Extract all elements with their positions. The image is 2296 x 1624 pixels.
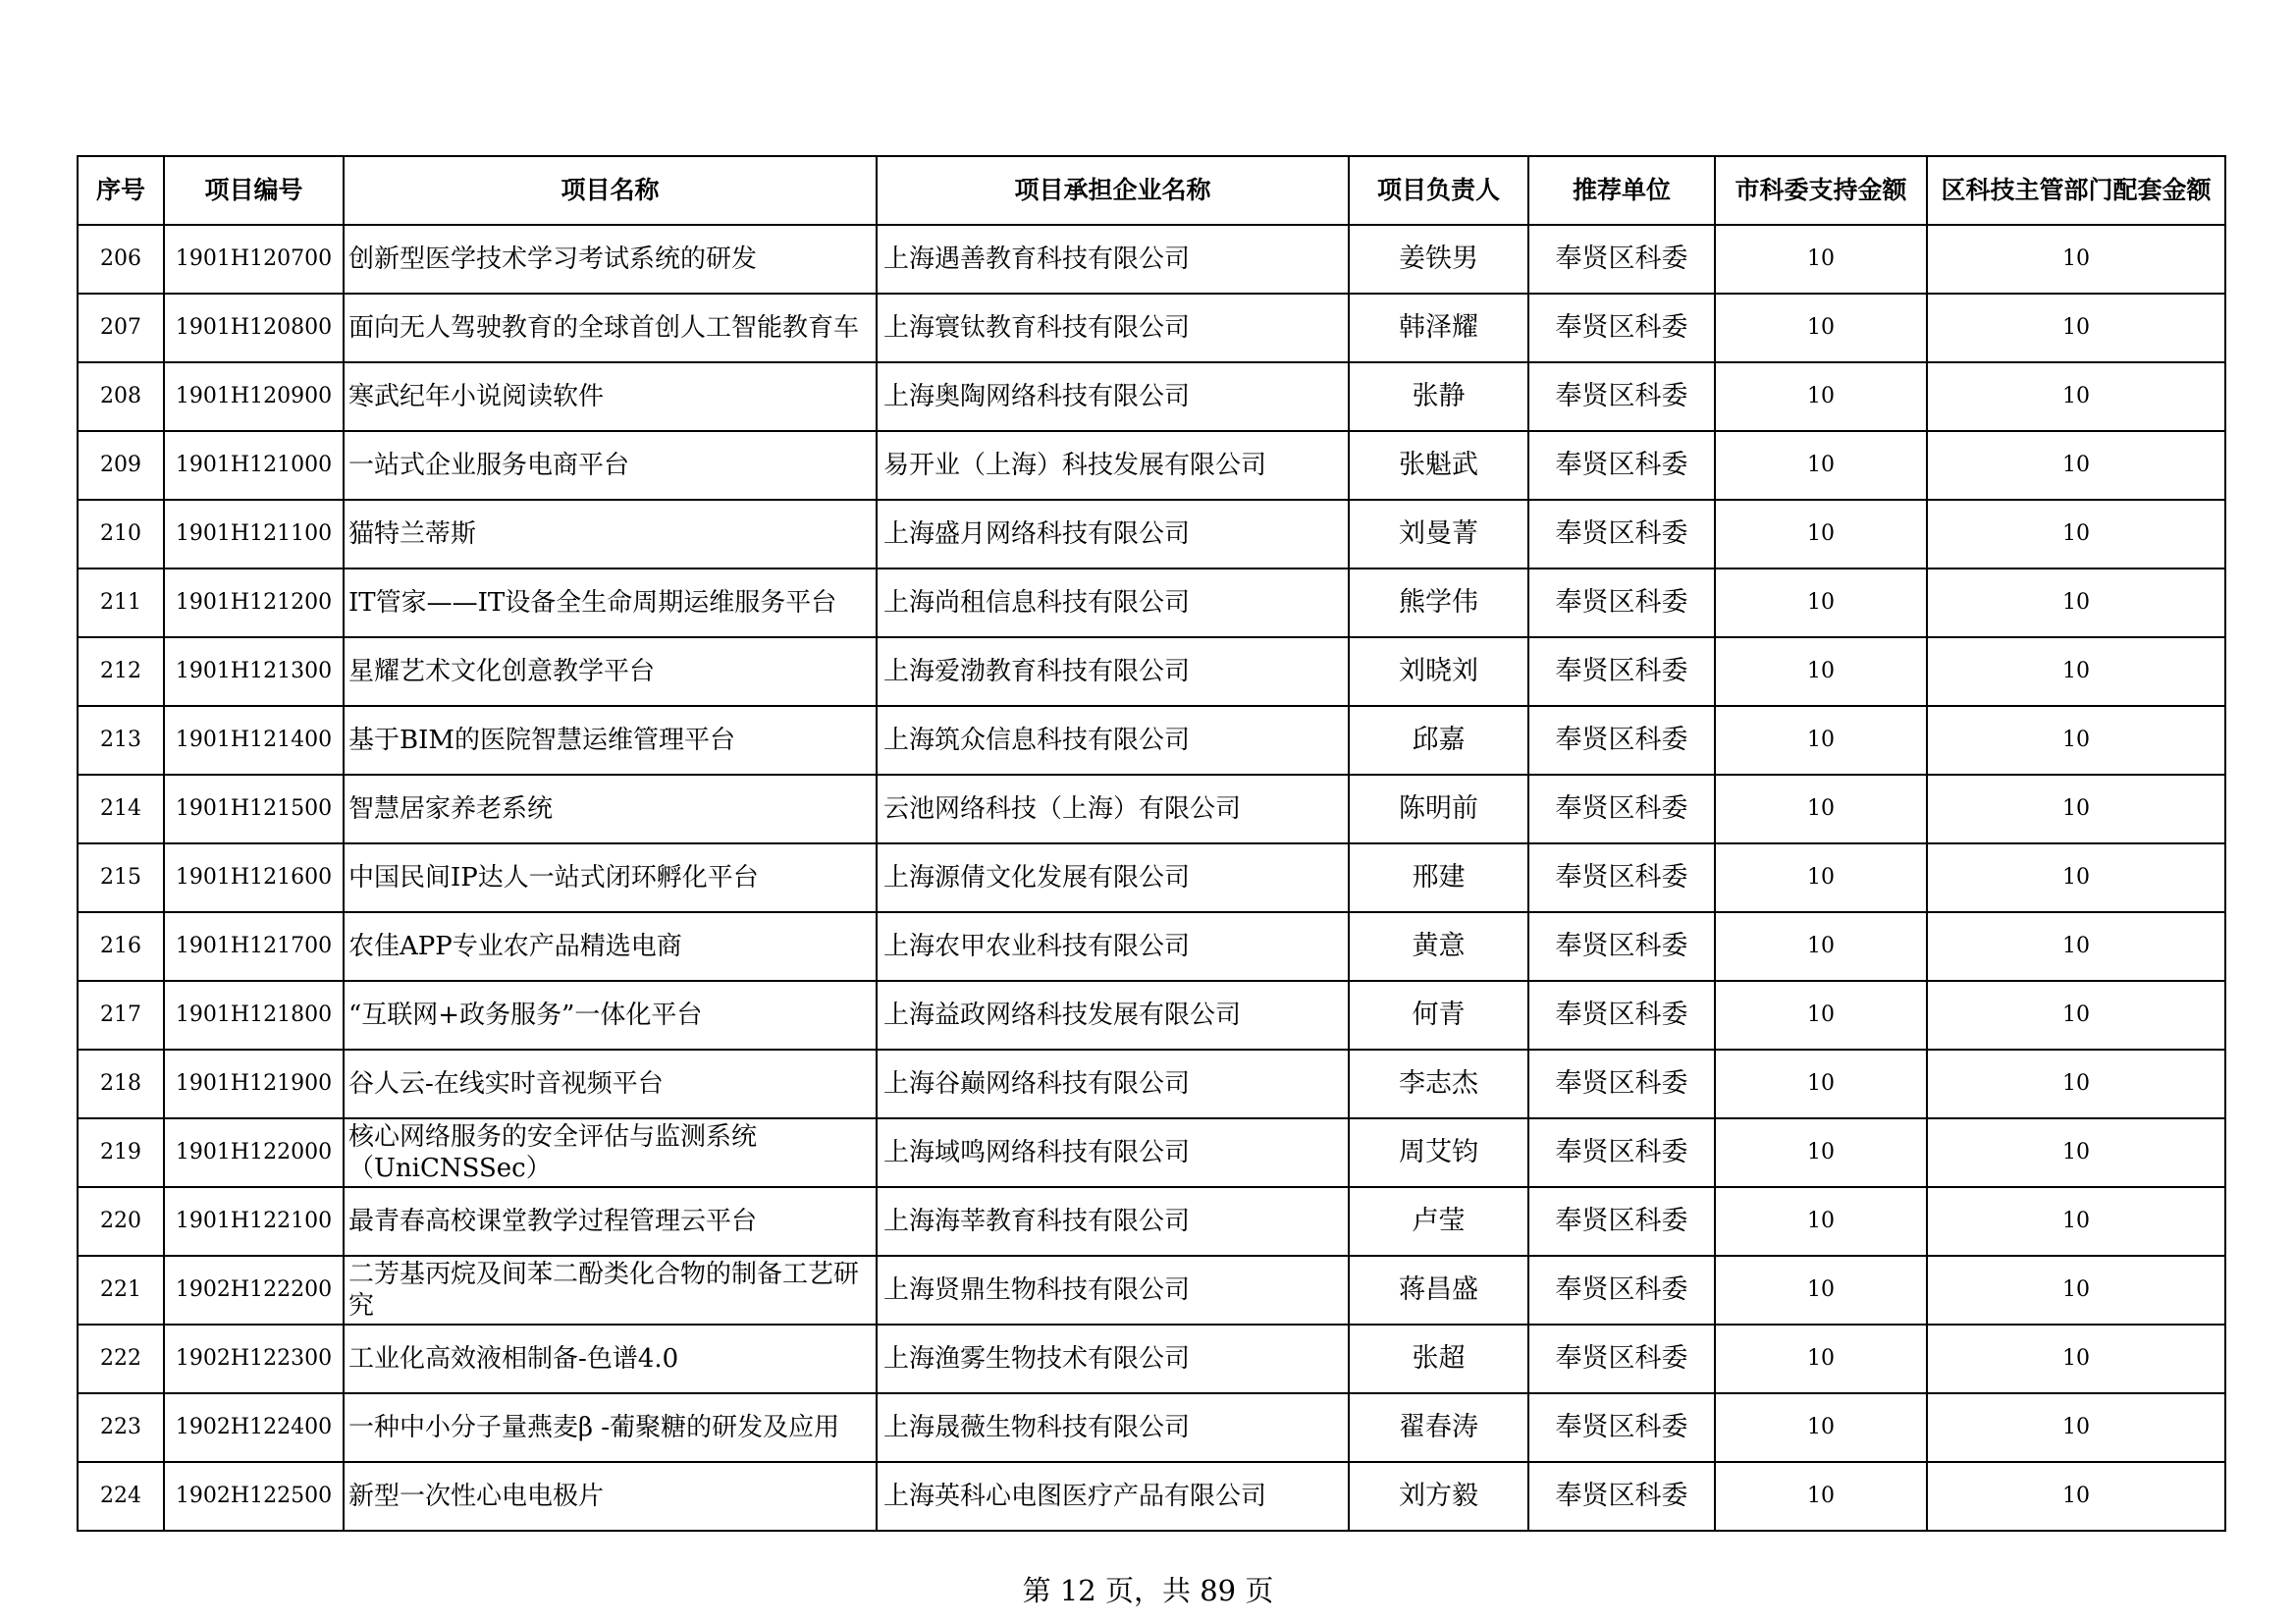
cell-city-funding: 10 [1715,431,1927,500]
cell-city-funding: 10 [1715,981,1927,1050]
cell-project-name: 谷人云-在线实时音视频平台 [344,1050,877,1118]
cell-company: 上海源倩文化发展有限公司 [877,843,1349,912]
cell-recommender: 奉贤区科委 [1528,981,1715,1050]
cell-project-code: 1901H121500 [164,775,344,843]
cell-leader: 刘晓刘 [1349,637,1528,706]
cell-company: 上海尚租信息科技有限公司 [877,568,1349,637]
cell-company: 上海海莘教育科技有限公司 [877,1187,1349,1256]
footer-middle: 页，共 [1104,1574,1191,1607]
cell-recommender: 奉贤区科委 [1528,294,1715,362]
cell-leader: 张超 [1349,1325,1528,1393]
cell-city-funding: 10 [1715,1393,1927,1462]
cell-index: 209 [78,431,164,500]
cell-project-name: 一站式企业服务电商平台 [344,431,877,500]
cell-project-code: 1902H122300 [164,1325,344,1393]
cell-project-name: 智慧居家养老系统 [344,775,877,843]
cell-city-funding: 10 [1715,225,1927,294]
cell-city-funding: 10 [1715,362,1927,431]
table-row [78,706,2225,775]
cell-company: 上海晟薇生物科技有限公司 [877,1393,1349,1462]
cell-district-funding: 10 [1927,362,2225,431]
cell-company: 上海贤鼎生物科技有限公司 [877,1256,1349,1325]
cell-index: 216 [78,912,164,981]
cell-project-code: 1901H121300 [164,637,344,706]
cell-project-name: “互联网+政务服务”一体化平台 [344,981,877,1050]
cell-district-funding: 10 [1927,431,2225,500]
cell-project-code: 1901H121000 [164,431,344,500]
cell-project-code: 1901H120800 [164,294,344,362]
cell-project-name: 农佳APP专业农产品精选电商 [344,912,877,981]
cell-leader: 邱嘉 [1349,706,1528,775]
cell-leader: 韩泽耀 [1349,294,1528,362]
cell-project-name: IT管家——IT设备全生命周期运维服务平台 [344,568,877,637]
cell-project-code: 1902H122400 [164,1393,344,1462]
table-row [78,500,2225,568]
footer-prefix: 第 [1022,1574,1051,1607]
table-row [78,1462,2225,1531]
cell-index: 222 [78,1325,164,1393]
table-row [78,225,2225,294]
cell-company: 上海英科心电图医疗产品有限公司 [877,1462,1349,1531]
cell-city-funding: 10 [1715,637,1927,706]
table-row [78,981,2225,1050]
cell-project-name: 二芳基丙烷及间苯二酚类化合物的制备工艺研究 [344,1256,877,1325]
cell-index: 224 [78,1462,164,1531]
cell-index: 211 [78,568,164,637]
table-row [78,1325,2225,1393]
cell-recommender: 奉贤区科委 [1528,1393,1715,1462]
table-row [78,1050,2225,1118]
cell-company: 上海爱渤教育科技有限公司 [877,637,1349,706]
header-row [78,156,2225,225]
cell-company: 云池网络科技（上海）有限公司 [877,775,1349,843]
footer-total-pages: 89 [1200,1574,1237,1607]
cell-project-code: 1901H121200 [164,568,344,637]
cell-recommender: 奉贤区科委 [1528,568,1715,637]
cell-district-funding: 10 [1927,775,2225,843]
cell-district-funding: 10 [1927,1050,2225,1118]
cell-company: 上海域鸣网络科技有限公司 [877,1118,1349,1187]
cell-project-name: 寒武纪年小说阅读软件 [344,362,877,431]
cell-index: 214 [78,775,164,843]
cell-district-funding: 10 [1927,706,2225,775]
cell-project-name: 最青春高校课堂教学过程管理云平台 [344,1187,877,1256]
cell-project-code: 1901H121400 [164,706,344,775]
cell-district-funding: 10 [1927,1325,2225,1393]
cell-city-funding: 10 [1715,1118,1927,1187]
cell-leader: 周艾钧 [1349,1118,1528,1187]
table-row [78,362,2225,431]
header-district-funding: 区科技主管部门配套金额 [1927,156,2225,225]
table-row [78,775,2225,843]
cell-project-code: 1901H121900 [164,1050,344,1118]
cell-index: 220 [78,1187,164,1256]
cell-index: 208 [78,362,164,431]
cell-city-funding: 10 [1715,500,1927,568]
cell-project-name: 中国民间IP达人一站式闭环孵化平台 [344,843,877,912]
cell-index: 206 [78,225,164,294]
cell-city-funding: 10 [1715,912,1927,981]
cell-index: 217 [78,981,164,1050]
table-row [78,1118,2225,1187]
cell-project-code: 1901H121700 [164,912,344,981]
cell-city-funding: 10 [1715,1462,1927,1531]
cell-company: 上海筑众信息科技有限公司 [877,706,1349,775]
header-project-name: 项目名称 [344,156,877,225]
table-row [78,294,2225,362]
footer-page-number: 12 [1059,1574,1096,1607]
table-row [78,912,2225,981]
cell-leader: 黄意 [1349,912,1528,981]
header-index: 序号 [78,156,164,225]
cell-project-code: 1901H120900 [164,362,344,431]
header-city-funding: 市科委支持金额 [1715,156,1927,225]
table-row [78,1393,2225,1462]
cell-district-funding: 10 [1927,981,2225,1050]
cell-district-funding: 10 [1927,1256,2225,1325]
cell-company: 上海寰钛教育科技有限公司 [877,294,1349,362]
cell-project-name: 一种中小分子量燕麦β -葡聚糖的研发及应用 [344,1393,877,1462]
cell-project-name: 基于BIM的医院智慧运维管理平台 [344,706,877,775]
table-body [78,225,2225,1531]
table-row [78,431,2225,500]
cell-recommender: 奉贤区科委 [1528,1462,1715,1531]
cell-company: 上海益政网络科技发展有限公司 [877,981,1349,1050]
cell-project-code: 1901H122100 [164,1187,344,1256]
cell-index: 221 [78,1256,164,1325]
cell-project-name: 星耀艺术文化创意教学平台 [344,637,877,706]
cell-project-name: 工业化高效液相制备-色谱4.0 [344,1325,877,1393]
cell-leader: 姜铁男 [1349,225,1528,294]
cell-district-funding: 10 [1927,568,2225,637]
cell-leader: 刘曼菁 [1349,500,1528,568]
cell-recommender: 奉贤区科委 [1528,1256,1715,1325]
table-row [78,568,2225,637]
cell-recommender: 奉贤区科委 [1528,225,1715,294]
cell-recommender: 奉贤区科委 [1528,1325,1715,1393]
cell-project-code: 1901H121600 [164,843,344,912]
cell-company: 上海遇善教育科技有限公司 [877,225,1349,294]
cell-district-funding: 10 [1927,637,2225,706]
cell-leader: 蒋昌盛 [1349,1256,1528,1325]
cell-leader: 李志杰 [1349,1050,1528,1118]
cell-district-funding: 10 [1927,500,2225,568]
cell-recommender: 奉贤区科委 [1528,1187,1715,1256]
header-project-code: 项目编号 [164,156,344,225]
cell-index: 210 [78,500,164,568]
page-footer [0,1569,2296,1609]
cell-project-code: 1901H120700 [164,225,344,294]
cell-leader: 熊学伟 [1349,568,1528,637]
cell-leader: 翟春涛 [1349,1393,1528,1462]
cell-district-funding: 10 [1927,225,2225,294]
cell-recommender: 奉贤区科委 [1528,1050,1715,1118]
cell-leader: 陈明前 [1349,775,1528,843]
cell-project-code: 1901H122000 [164,1118,344,1187]
cell-project-name: 新型一次性心电电极片 [344,1462,877,1531]
cell-recommender: 奉贤区科委 [1528,431,1715,500]
cell-city-funding: 10 [1715,568,1927,637]
cell-recommender: 奉贤区科委 [1528,500,1715,568]
cell-project-code: 1901H121800 [164,981,344,1050]
table-row [78,843,2225,912]
cell-project-name: 核心网络服务的安全评估与监测系统（UniCNSSec） [344,1118,877,1187]
header-leader: 项目负责人 [1349,156,1528,225]
cell-project-code: 1902H122500 [164,1462,344,1531]
cell-recommender: 奉贤区科委 [1528,775,1715,843]
cell-city-funding: 10 [1715,1325,1927,1393]
table-row [78,1187,2225,1256]
cell-district-funding: 10 [1927,912,2225,981]
cell-company: 上海盛月网络科技有限公司 [877,500,1349,568]
cell-district-funding: 10 [1927,1462,2225,1531]
footer-suffix: 页 [1245,1574,1274,1607]
cell-project-code: 1901H121100 [164,500,344,568]
cell-city-funding: 10 [1715,843,1927,912]
table-row [78,1256,2225,1325]
header-company: 项目承担企业名称 [877,156,1349,225]
cell-recommender: 奉贤区科委 [1528,843,1715,912]
cell-city-funding: 10 [1715,294,1927,362]
cell-recommender: 奉贤区科委 [1528,912,1715,981]
cell-recommender: 奉贤区科委 [1528,362,1715,431]
cell-city-funding: 10 [1715,775,1927,843]
cell-index: 219 [78,1118,164,1187]
cell-company: 易开业（上海）科技发展有限公司 [877,431,1349,500]
cell-district-funding: 10 [1927,1118,2225,1187]
cell-company: 上海谷巅网络科技有限公司 [877,1050,1349,1118]
cell-project-name: 猫特兰蒂斯 [344,500,877,568]
cell-index: 223 [78,1393,164,1462]
project-table [77,155,2226,1532]
header-recommender: 推荐单位 [1528,156,1715,225]
cell-leader: 张静 [1349,362,1528,431]
cell-leader: 刘方毅 [1349,1462,1528,1531]
cell-leader: 卢莹 [1349,1187,1528,1256]
cell-company: 上海农甲农业科技有限公司 [877,912,1349,981]
cell-city-funding: 10 [1715,1187,1927,1256]
cell-leader: 张魁武 [1349,431,1528,500]
cell-leader: 何青 [1349,981,1528,1050]
cell-index: 212 [78,637,164,706]
cell-index: 218 [78,1050,164,1118]
cell-project-name: 面向无人驾驶教育的全球首创人工智能教育车 [344,294,877,362]
cell-district-funding: 10 [1927,294,2225,362]
cell-recommender: 奉贤区科委 [1528,1118,1715,1187]
cell-district-funding: 10 [1927,1393,2225,1462]
cell-project-name: 创新型医学技术学习考试系统的研发 [344,225,877,294]
cell-index: 213 [78,706,164,775]
cell-project-code: 1902H122200 [164,1256,344,1325]
cell-city-funding: 10 [1715,1256,1927,1325]
cell-index: 207 [78,294,164,362]
cell-city-funding: 10 [1715,706,1927,775]
cell-recommender: 奉贤区科委 [1528,637,1715,706]
cell-district-funding: 10 [1927,843,2225,912]
cell-company: 上海奥陶网络科技有限公司 [877,362,1349,431]
cell-city-funding: 10 [1715,1050,1927,1118]
cell-company: 上海渔雾生物技术有限公司 [877,1325,1349,1393]
cell-recommender: 奉贤区科委 [1528,706,1715,775]
table-row [78,637,2225,706]
cell-leader: 邢建 [1349,843,1528,912]
cell-index: 215 [78,843,164,912]
cell-district-funding: 10 [1927,1187,2225,1256]
